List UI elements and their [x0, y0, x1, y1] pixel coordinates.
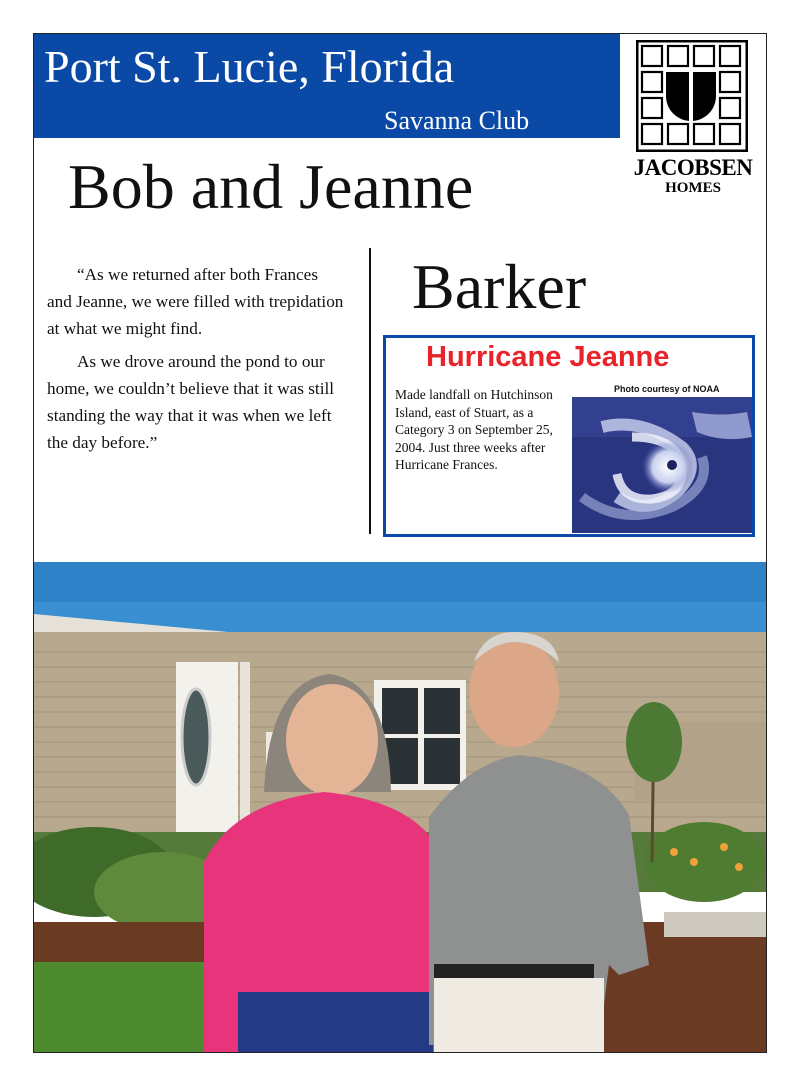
satellite-hurricane-image [572, 397, 752, 533]
community-name: Savanna Club [384, 106, 530, 135]
logo-name: JACOBSEN [633, 155, 753, 180]
logo-grid-icon [636, 40, 748, 152]
column-divider [369, 248, 371, 534]
page-title: Port St. Lucie, Florida [44, 41, 455, 92]
hurricane-description: Made landfall on Hutchinson Island, east of Stuart, as a Category 3 on September 25, 2004. Just three weeks after Hurricane Frances. [395, 387, 553, 472]
homeowner-names: Bob and Jeanne [68, 151, 474, 222]
testimonial-quote [47, 261, 347, 462]
homeowner-surname: Barker [412, 251, 587, 322]
hurricane-info-box [383, 335, 755, 537]
homeowners-photo [34, 562, 766, 1052]
photo-credit: Photo courtesy of NOAA [614, 384, 720, 394]
quote-paragraph: “As we returned after both Frances and Jeanne, we were filled with trepidation at what we might find. [47, 265, 344, 338]
logo-sub: HOMES [665, 180, 721, 196]
hurricane-title: Hurricane Jeanne [426, 341, 670, 373]
jacobsen-homes-logo [628, 38, 758, 198]
quote-paragraph: As we drove around the pond to our home, we couldn’t believe that it was still standing the way that it was when we left the day before.” [47, 352, 335, 452]
